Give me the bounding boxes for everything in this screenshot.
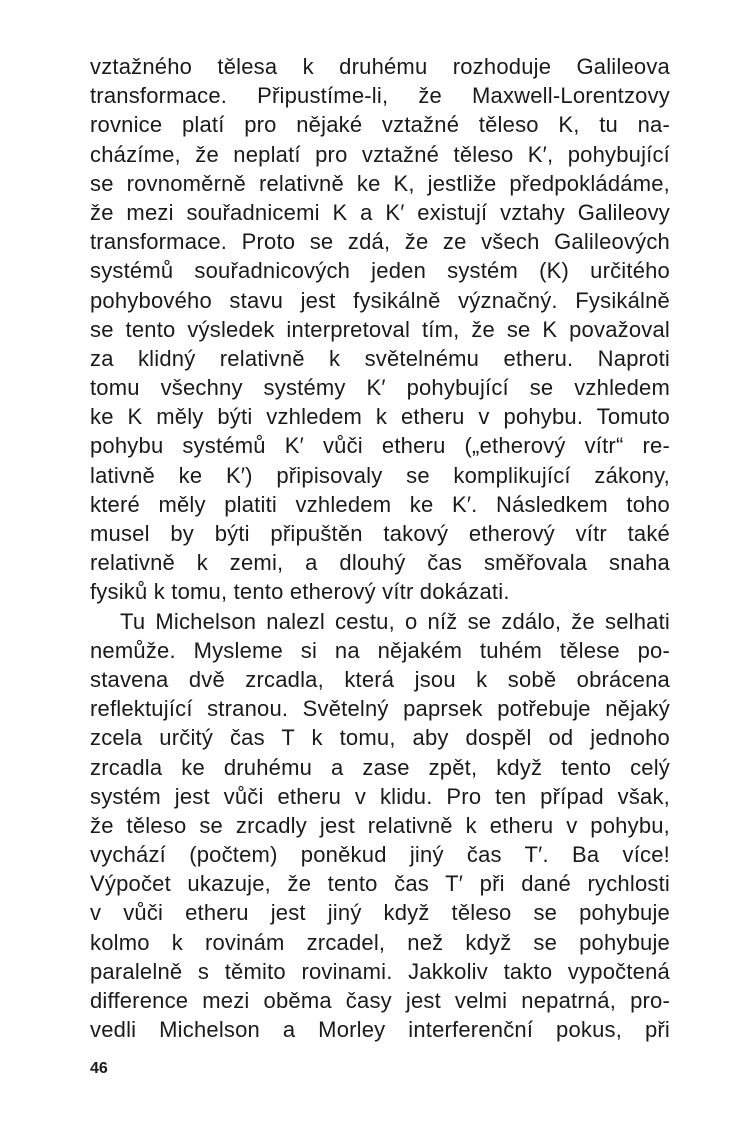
text-line: reflektující stranou. Světelný paprsek potřebuje nějaký: [90, 696, 670, 722]
text-line: kolmo k rovinám zrcadel, než když se pohybuje: [90, 929, 670, 955]
text-line: vztažného tělesa k druhému rozhoduje Galileova: [90, 54, 670, 79]
text-line: které měly platiti vzhledem ke K′. Následkem toho: [90, 491, 670, 517]
text-line: zcela určitý čas T k tomu, aby dospěl od jednoho: [90, 725, 670, 751]
text-line: vedli Michelson a Morley interferenční pokus, při: [90, 1017, 670, 1043]
text-line: pohybového stavu jest fysikálně význačný. Fysikálně: [90, 287, 670, 313]
text-line: relativně k zemi, a dlouhý čas směřovala snaha: [90, 550, 670, 576]
text-line: lativně ke K′) připisovaly se komplikující zákony,: [90, 462, 670, 488]
text-line: cházíme, že neplatí pro vztažné těleso K′, pohybující: [90, 141, 670, 167]
text-line: tomu všechny systémy K′ pohybující se vzhledem: [90, 375, 670, 401]
text-line: transformace. Proto se zdá, že ze všech Galileových: [90, 229, 670, 255]
text-line: že mezi souřadnicemi K a K′ existují vztahy Galileovy: [90, 199, 670, 225]
text-line: v vůči etheru jest jiný když těleso se pohybuje: [90, 900, 670, 926]
body-text: [90, 52, 670, 1044]
page-number: 46: [90, 1060, 108, 1077]
text-line: difference mezi oběma časy jest velmi nepatrná, pro-: [90, 988, 670, 1013]
text-line: paralelně s těmito rovinami. Jakkoliv takto vypočtená: [90, 958, 670, 984]
text-line: že těleso se zrcadly jest relativně k etheru v pohybu,: [90, 812, 670, 838]
text-line: ke K měly býti vzhledem k etheru v pohybu. Tomuto: [90, 404, 670, 430]
text-line: stavena dvě zrcadla, která jsou k sobě obrácena: [90, 666, 670, 692]
text-line: systém jest vůči etheru v klidu. Pro ten případ však,: [90, 783, 670, 809]
text-line: rovnice platí pro nějaké vztažné těleso K, tu na-: [90, 112, 670, 138]
text-line: systémů souřadnicových jeden systém (K) určitého: [90, 258, 670, 284]
paragraph-last-line: fysiků k tomu, tento etherový vítr dokázati.: [90, 579, 510, 605]
text-line: pohybu systémů K′ vůči etheru („etherový vítr“ re-: [90, 433, 670, 459]
text-line: musel by býti připuštěn takový etherový vítr také: [90, 521, 670, 546]
text-line: nemůže. Mysleme si na nějakém tuhém tělese po-: [90, 637, 670, 663]
text-line: se rovnoměrně relativně ke K, jestliže předpokládáme,: [90, 170, 670, 196]
text-line: zrcadla ke druhému a zase zpět, když tento celý: [90, 754, 670, 780]
text-line: se tento výsledek interpretoval tím, že se K považoval: [90, 316, 670, 342]
paragraph-first-line: Tu Michelson nalezl cestu, o níž se zdálo, že selhati: [120, 608, 670, 634]
text-line: transformace. Připustíme-li, že Maxwell-Lorentzovy: [90, 83, 670, 109]
text-line: vychází (počtem) poněkud jiný čas T′. Ba více!: [90, 842, 670, 868]
text-line: za klidný relativně k světelnému etheru. Naproti: [90, 345, 670, 371]
text-line: Výpočet ukazuje, že tento čas T′ při dané rychlosti: [90, 871, 670, 897]
